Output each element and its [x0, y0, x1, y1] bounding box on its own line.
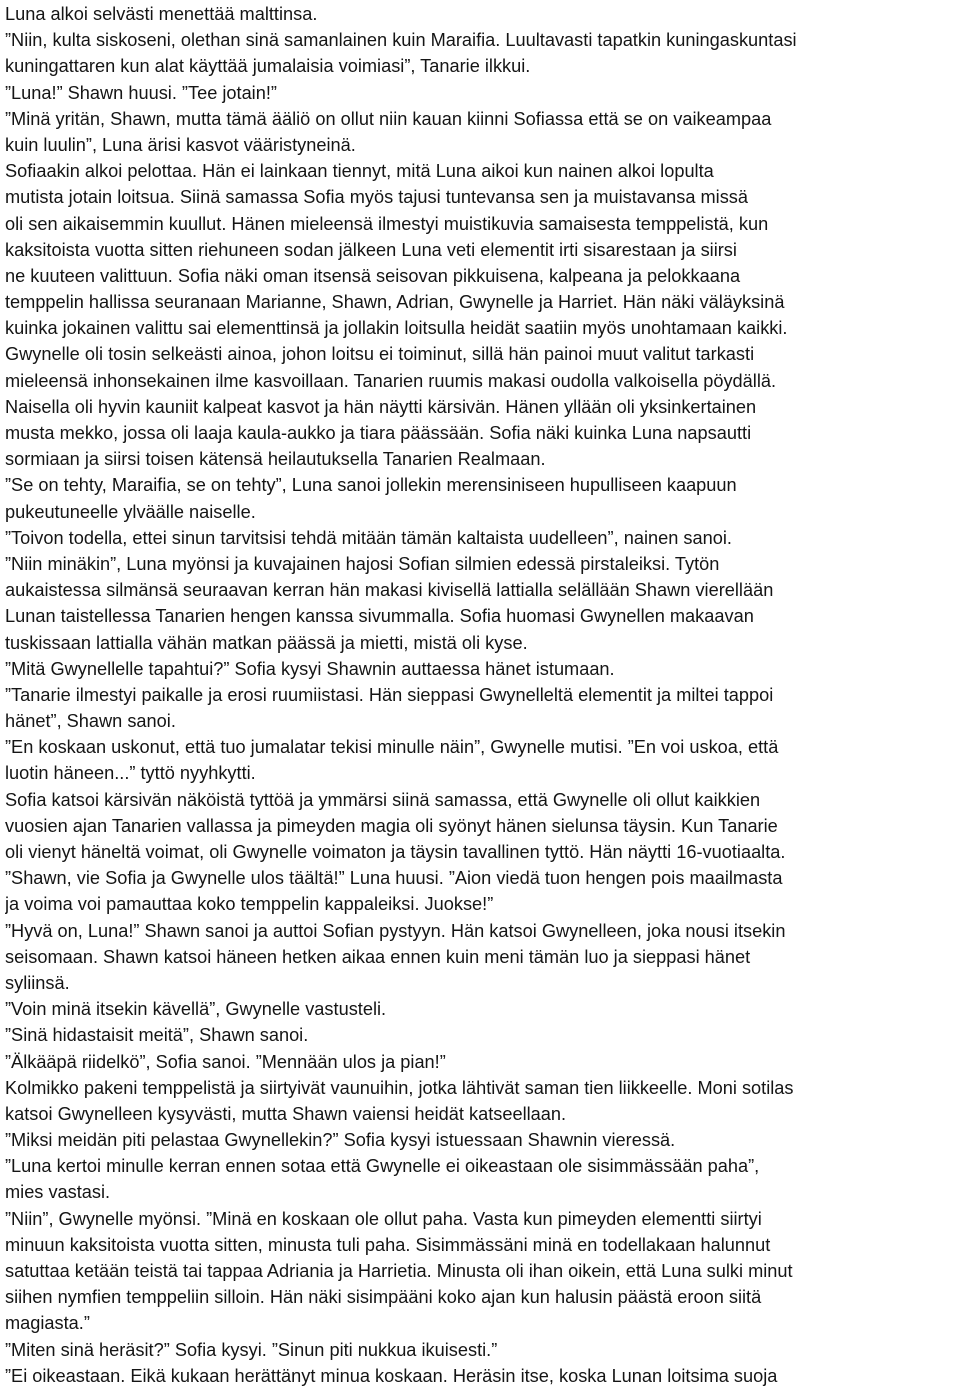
text-line: aukaistessa silmänsä seuraavan kerran hän makasi kivisellä lattialla selällään Shawn vierellään: [5, 580, 774, 601]
text-line: luotin häneen...” tyttö nyyhkytti.: [5, 763, 256, 784]
text-line: ”En koskaan uskonut, että tuo jumalatar tekisi minulle näin”, Gwynelle mutisi. ”En voi uskoa, että: [5, 737, 779, 758]
text-line: Naisella oli hyvin kauniit kalpeat kasvot ja hän näytti kärsivän. Hänen yllään oli yksinkertainen: [5, 396, 757, 417]
text-line: seisomaan. Shawn katsoi häneen hetken aikaa ennen kuin meni tämän luo ja sieppasi hänet: [5, 946, 751, 967]
text-line: ”Luna kertoi minulle kerran ennen sotaa että Gwynelle ei oikeastaan ole sisimmässään paha”,: [5, 1156, 760, 1177]
text-line: ”Se on tehty, Maraifia, se on tehty”, Luna sanoi jollekin merensiniseen hupulliseen kaapuun: [5, 475, 737, 496]
text-line: kuin luulin”, Luna ärisi kasvot vääristyneinä.: [5, 134, 356, 155]
text-line: temppelin hallissa seuranaan Marianne, Shawn, Adrian, Gwynelle ja Harriet. Hän näki väläyksinä: [5, 292, 785, 313]
text-line: mutista jotain loitsua. Siinä samassa Sofia myös tajusi tuntevansa sen ja muistavansa missä: [5, 187, 749, 208]
text-line: ”Toivon todella, ettei sinun tarvitsisi tehdä mitään tämän kaltaista uudelleen”, nainen sanoi.: [5, 527, 732, 548]
text-line: ”Luna!” Shawn huusi. ”Tee jotain!”: [5, 82, 277, 103]
text-line: sormiaan ja siirsi toisen kätensä heilautuksella Tanarien Realmaan.: [5, 449, 546, 470]
text-line: magiasta.”: [5, 1313, 90, 1334]
text-line: ”Miten sinä heräsit?” Sofia kysyi. ”Sinun piti nukkua ikuisesti.”: [5, 1339, 498, 1360]
text-line: Luna alkoi selvästi menettää malttinsa.: [5, 4, 318, 24]
text-line: Sofia katsoi kärsivän näköistä tyttöä ja ymmärsi siinä samassa, että Gwynelle oli ollut kaikkien: [5, 789, 761, 810]
text-line: ja voima voi pamauttaa koko temppelin kappaleiksi. Juokse!”: [5, 894, 494, 915]
story-text: [5, 0, 956, 1389]
text-line: katsoi Gwynelleen kysyvästi, mutta Shawn vaiensi heidät katseellaan.: [5, 1103, 567, 1124]
text-line: ”Sinä hidastaisit meitä”, Shawn sanoi.: [5, 1025, 309, 1046]
text-line: ne kuuteen valittuun. Sofia näki oman itsensä seisovan pikkuisena, kalpeana ja pelokkaana: [5, 265, 741, 286]
text-line: Lunan taistellessa Tanarien hengen kanssa sivummalla. Sofia huomasi Gwynellen makaavan: [5, 606, 754, 627]
text-line: siihen nymfien temppeliin silloin. Hän näki sisimpääni koko ajan kun halusin päästä eroon siitä: [5, 1287, 762, 1308]
text-line: satuttaa ketään teistä tai tappaa Adriania ja Harrietia. Minusta oli ihan oikein, että Luna sulki minut: [5, 1261, 793, 1281]
text-line: ”Niin”, Gwynelle myönsi. ”Minä en koskaan ole ollut paha. Vasta kun pimeyden elementti siirtyi: [5, 1208, 762, 1229]
text-line: kuningattaren kun alat käyttää jumalaisia voimiasi”, Tanarie ilkkui.: [5, 56, 531, 77]
text-line: ”Ei oikeastaan. Eikä kukaan herättänyt minua koskaan. Heräsin itse, koska Lunan loitsima suoja: [5, 1365, 778, 1386]
text-line: ”Mitä Gwynellelle tapahtui?” Sofia kysyi Shawnin auttaessa hänet istumaan.: [5, 658, 615, 679]
text-line: ”Niin minäkin”, Luna myönsi ja kuvajainen hajosi Sofian silmien edessä pirstaleiksi. Tytön: [5, 553, 720, 574]
text-line: ”Niin, kulta siskoseni, olethan sinä samanlainen kuin Maraifia. Luultavasti tapatkin kuningaskuntasi: [5, 30, 797, 51]
text-line: mieleensä inhonsekainen ilme kasvoillaan. Tanarien ruumis makasi oudolla valkoisella pöydällä.: [5, 370, 777, 391]
text-line: pukeutuneelle ylväälle naiselle.: [5, 501, 256, 522]
text-line: vuosien ajan Tanarien vallassa ja pimeyden magia oli syönyt hänen sielunsa täysin. Kun Tanarie: [5, 815, 778, 836]
text-line: syliinsä.: [5, 972, 70, 993]
text-line: ”Hyvä on, Luna!” Shawn sanoi ja auttoi Sofian pystyyn. Hän katsoi Gwynelleen, joka nousi itsekin: [5, 920, 786, 941]
text-line: kuinka jokainen valittu sai elementtinsä ja jollakin loitsulla heidät saatiin myös unohtamaan kaikki.: [5, 318, 788, 339]
text-line: ”Voin minä itsekin kävellä”, Gwynelle vastusteli.: [5, 999, 387, 1020]
text-line: hänet”, Shawn sanoi.: [5, 711, 176, 732]
text-line: oli sen aikaisemmin kuullut. Hänen mieleensä ilmestyi muistikuvia samaisesta temppelistä, kun: [5, 213, 769, 234]
text-line: ”Shawn, vie Sofia ja Gwynelle ulos täältä!” Luna huusi. ”Aion viedä tuon hengen pois maailmasta: [5, 868, 783, 889]
text-line: ”Tanarie ilmestyi paikalle ja erosi ruumiistasi. Hän sieppasi Gwynelleltä elementit ja miltei tappoi: [5, 684, 774, 705]
text-line: mies vastasi.: [5, 1182, 111, 1203]
text-line: ”Minä yritän, Shawn, mutta tämä ääliö on ollut niin kauan kiinni Sofiassa että se on vaikeampaa: [5, 108, 772, 129]
text-line: tuskissaan lattialla vähän matkan päässä ja mietti, mistä oli kyse.: [5, 632, 528, 653]
text-line: musta mekko, jossa oli laaja kaula-aukko ja tiara päässään. Sofia näki kuinka Luna napsautti: [5, 423, 752, 443]
text-line: Gwynelle oli tosin selkeästi ainoa, johon loitsu ei toiminut, sillä hän painoi muut valitut tarkasti: [5, 344, 755, 365]
text-line: ”Miksi meidän piti pelastaa Gwynellekin?” Sofia kysyi istuessaan Shawnin vieressä.: [5, 1130, 676, 1151]
text-line: Sofiaakin alkoi pelottaa. Hän ei lainkaan tiennyt, mitä Luna aikoi kun nainen alkoi lopulta: [5, 161, 714, 182]
text-line: ”Älkääpä riidelkö”, Sofia sanoi. ”Mennään ulos ja pian!”: [5, 1051, 446, 1072]
text-line: Kolmikko pakeni temppelistä ja siirtyivät vaunuihin, jotka lähtivät saman tien liikkeelle. Moni sotilas: [5, 1077, 794, 1098]
text-line: kaksitoista vuotta sitten riehuneen sodan jälkeen Luna veti elementit irti sisarestaan ja siirsi: [5, 239, 737, 260]
text-line: oli vienyt häneltä voimat, oli Gwynelle voimaton ja täysin tavallinen tyttö. Hän näytti 16-vuotiaalta.: [5, 842, 786, 862]
text-line: minuun kaksitoista vuotta sitten, minusta tuli paha. Sisimmässäni minä en todellakaan halunnut: [5, 1234, 771, 1255]
